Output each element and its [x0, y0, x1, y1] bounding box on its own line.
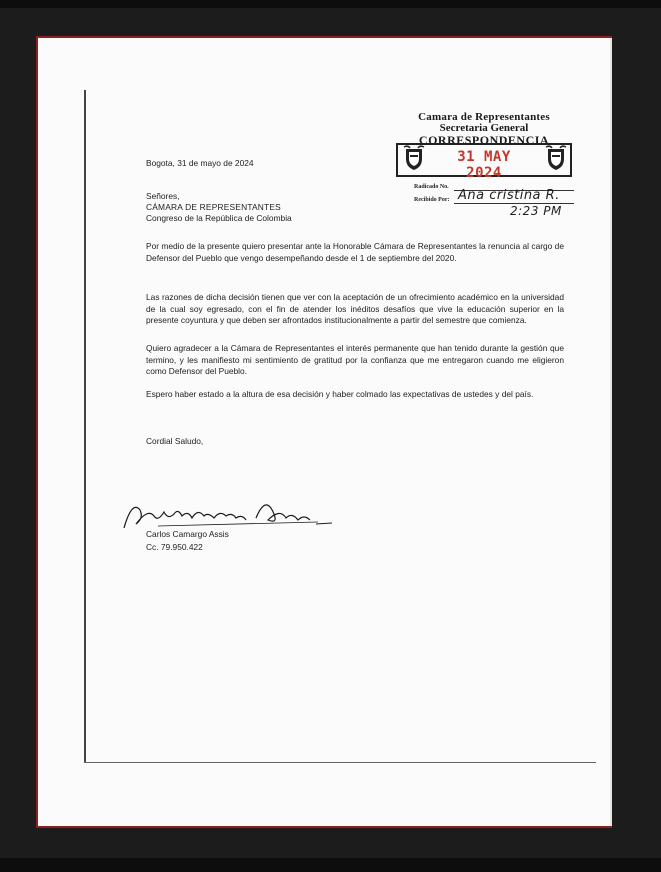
- salutation: Señores,: [146, 191, 180, 201]
- closing: Cordial Saludo,: [146, 436, 204, 446]
- stamp-recibido-label: Recibido Por:: [414, 197, 450, 203]
- photo-top-border: [0, 0, 661, 8]
- recipient-name: CÁMARA DE REPRESENTANTES: [146, 202, 281, 212]
- stamp-institution: Camara de Representantes: [418, 111, 550, 123]
- stamp-office: Secretaria General: [439, 122, 529, 134]
- paragraph-4: Espero haber estado a la altura de esa decisión y haber colmado las expectativas de ustedes y del país.: [146, 389, 534, 399]
- coat-of-arms-icon: [544, 145, 568, 171]
- stamp-radicado-label: Radicado No.: [414, 184, 449, 190]
- page-left-edge: [84, 90, 86, 762]
- recipient-block: [146, 191, 292, 224]
- stamp-department: CORRESPONDENCIA: [418, 133, 550, 147]
- handwritten-time: 2:23 PM: [510, 204, 562, 218]
- signer-id: Cc. 79.950.422: [146, 542, 203, 552]
- letter-page: [36, 36, 612, 828]
- page-bottom-edge: [84, 762, 596, 763]
- signer-name: Carlos Camargo Assis: [146, 529, 229, 539]
- paragraph-3: Quiero agradecer a la Cámara de Representantes el interés permanente que han tenido durante la gestión que termino, y les manifiesto mi sentimiento de gratitud por la confianza que me entregaron cuando me eligieron como Defensor del Pueblo.: [146, 343, 564, 376]
- paragraph-2: Las razones de dicha decisión tienen que ver con la aceptación de un ofrecimiento académico en la universidad de la cual soy egresado, con el fin de atender los inéditos desafíos que vive la educación superior en la presente coyuntura y que deben ser afrontados institucionalmente a partir del semestre que comienza.: [146, 292, 564, 325]
- letter-date: Bogota, 31 de mayo de 2024: [146, 158, 254, 168]
- paragraph-1: Por medio de la presente quiero presentar ante la Honorable Cámara de Representantes la renuncia al cargo de Defensor del Pueblo que vengo desempeñando desde el 1 de septiembre del 2020.: [146, 241, 564, 263]
- recipient-subtitle: Congreso de la República de Colombia: [146, 213, 292, 223]
- coat-of-arms-icon: [402, 145, 426, 171]
- handwritten-receiver: Ana cristina R.: [458, 188, 560, 203]
- stamp-date: 31 MAY 2024: [457, 149, 511, 181]
- photo-bottom-border: [0, 858, 661, 872]
- reception-stamp: [396, 105, 572, 191]
